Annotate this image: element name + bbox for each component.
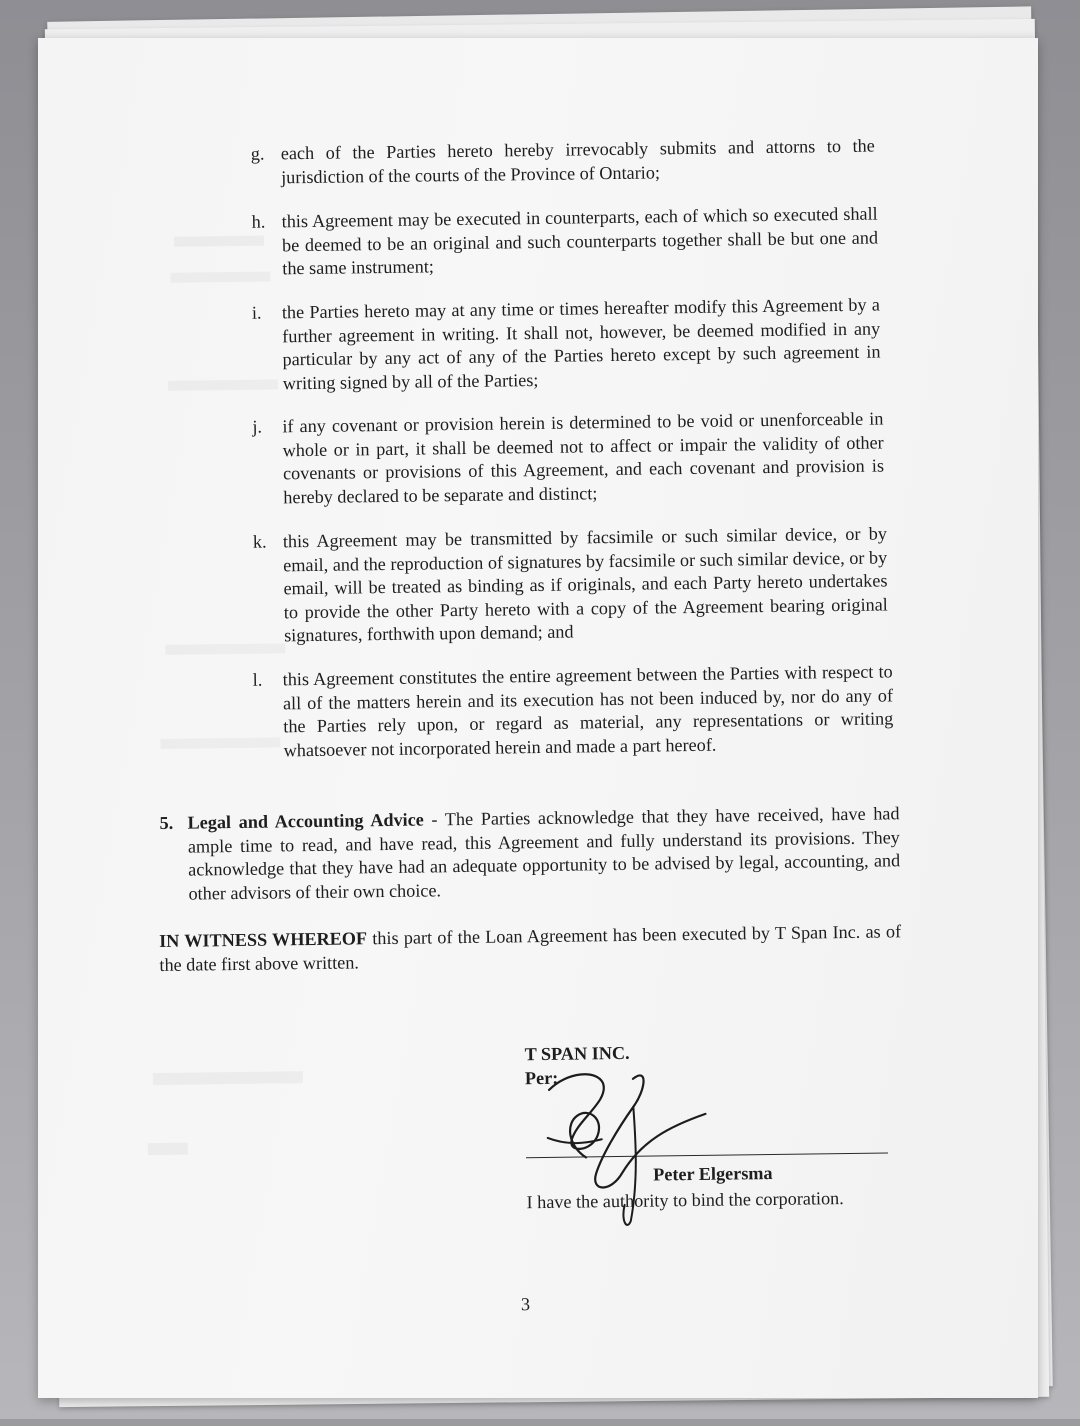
clause-marker: g.: [250, 143, 265, 164]
signature-stroke: [622, 1107, 637, 1225]
handwritten-signature: [537, 1060, 729, 1232]
clause-text: each of the Parties hereto hereby irrevocably submits and attorns to the jurisdiction of the courts of the Province of Ontario;: [280, 135, 875, 187]
clause-k: [252, 522, 888, 647]
bleed-through-mark: [165, 643, 285, 655]
section-heading-separator: -: [423, 809, 445, 830]
clause-text: this Agreement constitutes the entire agreement between the Parties with respect to all of the matters herein and its execution has not been induced by, nor do any of the Parties rely upon, or regard as material, any representations or writing whatsoever not incorporated herein and made a part hereof.: [282, 661, 894, 760]
bleed-through-mark: [148, 1143, 188, 1156]
bleed-through-mark: [160, 737, 280, 749]
clause-marker: h.: [251, 211, 266, 232]
bleed-through-mark: [153, 1071, 303, 1085]
per-label: Per:: [524, 1067, 559, 1088]
clause-marker: i.: [251, 302, 262, 323]
clause-text: this Agreement may be transmitted by facsimile or such similar device, or by email, and the reproduction of signatures by facsimile or such similar device, or by email, will be treated as binding as if originals, and each Party hereto undertakes to provide the other Party hereto with a copy of the Agreement bearing original signatures, forthwith upon demand; and: [282, 523, 888, 646]
witness-heading: IN WITNESS WHEREOF: [158, 928, 368, 952]
page-number: 3: [520, 1294, 531, 1315]
clause-marker: j.: [252, 416, 263, 437]
clause-text: the Parties hereto may at any time or times hereafter modify this Agreement by a further agreement in writing. It shall not, however, be deemed modified in any particular by any act of any of the Parties hereto except by such agreement in writing signed by all of the Parties;: [281, 294, 881, 393]
witness-text: this part of the Loan Agreement has been executed by T Span Inc. as of the date first above written.: [159, 921, 902, 975]
clause-l: [252, 660, 894, 762]
signature-stroke: [549, 1074, 605, 1158]
clause-text: this Agreement may be executed in counterparts, each of which so executed shall be deemed to be an original and such counterparts together shall be but one and the same instrument;: [281, 203, 879, 279]
bleed-through-mark: [168, 379, 278, 390]
bleed-through-mark: [174, 236, 264, 247]
signer-name: Peter Elgersma: [653, 1162, 773, 1185]
section-heading: Legal and Accounting Advice: [187, 809, 424, 833]
clause-i: [251, 294, 881, 396]
authority-statement: I have the authority to bind the corporation.: [526, 1188, 844, 1213]
clause-marker: l.: [252, 669, 263, 690]
section-legal-accounting-advice: [159, 802, 901, 905]
section-text: The Parties acknowledge that they have received, have had ample time to read, and have read, this Agreement and fully understand its provisions. They acknowledge that they have had an adequate opportunity to be advised by legal, accounting, and other advisors of their own choice.: [187, 803, 901, 904]
clause-g: [250, 135, 876, 190]
witness-clause: [159, 920, 902, 977]
clause-marker: k.: [252, 531, 267, 552]
company-name: T SPAN INC.: [524, 1042, 630, 1065]
signature-stroke: [594, 1075, 707, 1188]
clause-text: if any covenant or provision herein is determined to be void or unenforceable in whole or in part, it shall be deemed not to affect or impair the validity of other covenants or provisions of this Agreement, and each covenant and provision is hereby declared to be separate and distinct;: [282, 408, 885, 507]
section-number: 5.: [159, 812, 174, 833]
clause-h: [251, 203, 879, 281]
clause-j: [252, 407, 885, 509]
bleed-through-mark: [170, 271, 270, 282]
